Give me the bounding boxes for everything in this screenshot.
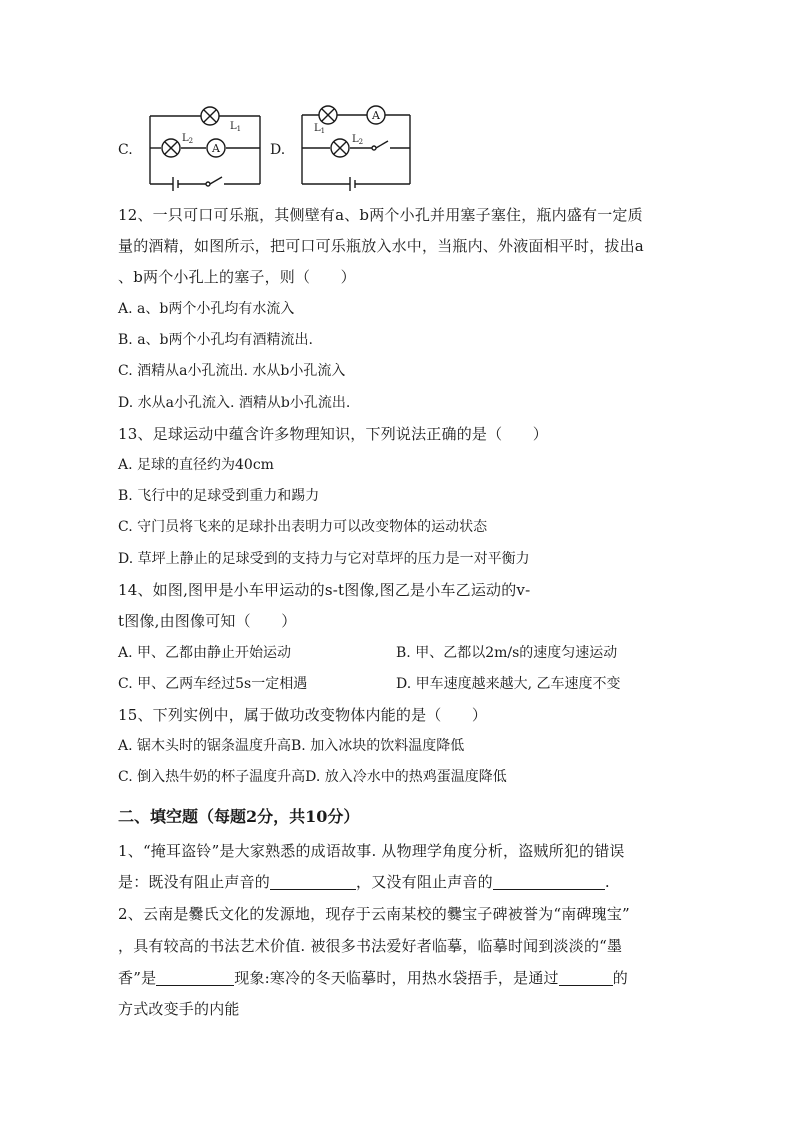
lamp-mid-c	[162, 139, 180, 157]
lamp1-label-d: $L_1$	[314, 123, 326, 135]
lamp2-label-d: $L_2$	[352, 134, 364, 146]
q12-stem-line-2: 量的酒精，如图所示，把可口可乐瓶放入水中，当瓶内、外液面相平时，拔出a	[118, 237, 644, 255]
q13-option-c: C. 守门员将飞来的足球扑出表明力可以改变物体的运动状态	[118, 519, 488, 535]
ammeter-d	[367, 106, 385, 124]
option-c-label: C.	[118, 142, 133, 158]
fill1-text-c: .	[604, 873, 610, 891]
q13-option-b: B. 飞行中的足球受到重力和踢力	[118, 488, 320, 504]
fill2-text-b: 现象:寒冷的冬天临摹时，用热水袋捂手，是通过	[234, 969, 559, 987]
q13-option-a: A. 足球的直径约为40cm	[118, 457, 274, 473]
fill2-text-c: 的	[612, 969, 628, 987]
lamp-top-c	[201, 107, 219, 125]
fill2-blank-1[interactable]	[156, 970, 234, 986]
ammeter-c	[207, 139, 225, 157]
fill2-line-1: 2、云南是爨氏文化的发源地，现存于云南某校的爨宝子碑被誉为“南碑瑰宝”	[118, 905, 630, 923]
fill2-line-4: 方式改变手的内能	[118, 1000, 240, 1018]
q14-stem-line-1: 14、如图,图甲是小车甲运动的s-t图像,图乙是小车乙运动的v-	[118, 581, 531, 599]
fill2-line-3	[118, 968, 628, 988]
fill1-line-2	[118, 872, 610, 892]
q14-stem-line-2: t图像,由图像可知（ ）	[118, 612, 297, 630]
lamp1-label-c: $L_1$	[230, 121, 242, 133]
lamp-top-d	[319, 106, 337, 124]
q14-option-d: D. 甲车速度越来越大, 乙车速度不变	[396, 676, 621, 692]
svg-text:A: A	[372, 109, 380, 122]
q15-stem: 15、下列实例中，属于做功改变物体内能的是（ ）	[118, 706, 488, 724]
fill1-blank-2[interactable]	[493, 874, 605, 890]
fill2-line-2: ，具有较高的书法艺术价值. 被很多书法爱好者临摹，临摹时闻到淡淡的“墨	[118, 937, 623, 955]
q15-options-ab: A. 锯木头时的锯条温度升高B. 加入冰块的饮料温度降低	[118, 738, 465, 754]
lamp-mid-d	[331, 139, 349, 157]
fill1-line-1: 1、“掩耳盗铃”是大家熟悉的成语故事. 从物理学角度分析，盗贼所犯的错误	[118, 842, 625, 860]
fill2-text-a: 香”是	[118, 969, 157, 987]
svg-text:A: A	[212, 142, 220, 155]
q13-stem: 13、足球运动中蕴含许多物理知识，下列说法正确的是（ ）	[118, 425, 548, 443]
q14-option-a: A. 甲、乙都由静止开始运动	[118, 645, 292, 661]
option-d-label: D.	[270, 142, 286, 158]
q14-option-b: B. 甲、乙都以2m/s的速度匀速运动	[396, 645, 618, 661]
q14-option-c: C. 甲、乙两车经过5s一定相遇	[118, 676, 308, 692]
fill1-text-b: ，又没有阻止声音的	[356, 873, 493, 891]
q12-option-b: B. a、b两个小孔均有酒精流出.	[118, 332, 313, 348]
q13-option-d: D. 草坪上静止的足球受到的支持力与它对草坪的压力是一对平衡力	[118, 551, 530, 567]
fill2-blank-2[interactable]	[559, 970, 613, 986]
section-2-heading: 二、填空题（每题2分，共10分）	[118, 807, 360, 826]
q12-option-d: D. 水从a小孔流入. 酒精从b小孔流出.	[118, 395, 351, 411]
fill1-text-a: 是：既没有阻止声音的	[118, 873, 271, 891]
circuit-diagrams	[118, 98, 428, 194]
fill1-blank-1[interactable]	[270, 874, 356, 890]
q12-option-c: C. 酒精从a小孔流出. 水从b小孔流入	[118, 363, 346, 379]
q12-stem-line-1: 12、一只可口可乐瓶，其侧壁有a、b两个小孔并用塞子塞住，瓶内盛有一定质	[118, 206, 643, 224]
q12-option-a: A. a、b两个小孔均有水流入	[118, 301, 295, 317]
circuit-figures	[118, 98, 428, 194]
q15-options-cd: C. 倒入热牛奶的杯子温度升高D. 放入冷水中的热鸡蛋温度降低	[118, 769, 507, 785]
lamp2-label-c: $L_2$	[182, 133, 194, 145]
q12-stem-line-3: 、b两个小孔上的塞子，则（ ）	[118, 268, 356, 286]
